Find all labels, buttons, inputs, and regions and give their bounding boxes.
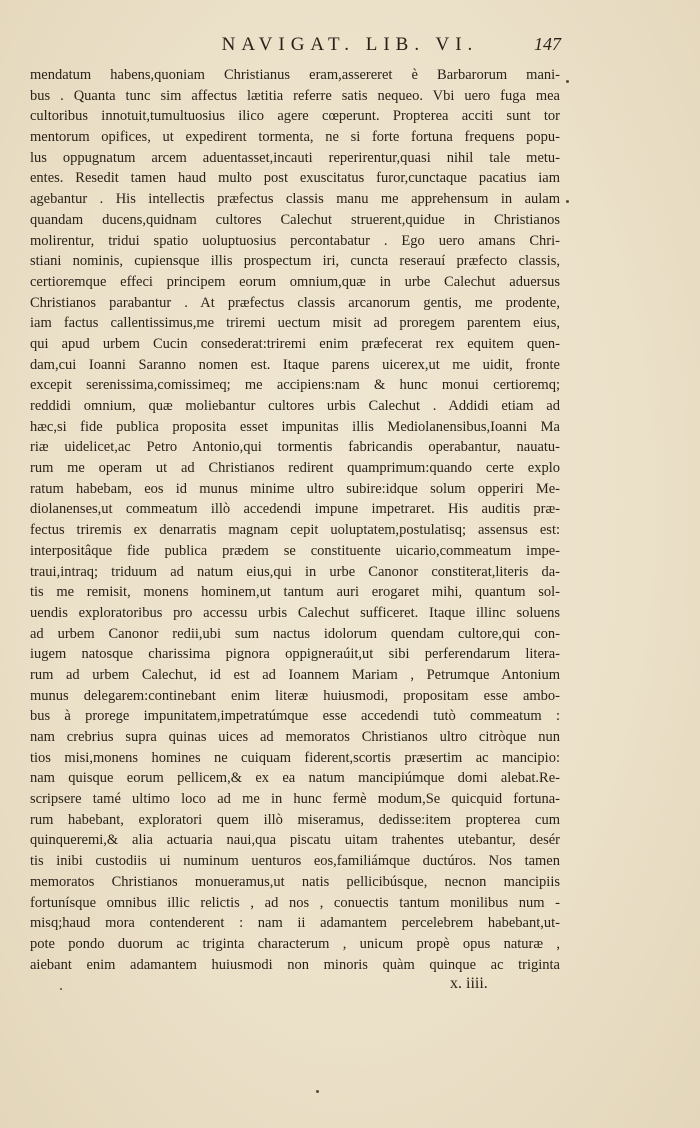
text-line: rum habebant, exploratori quem illò miseramus, dedisse:item propterea cum (30, 811, 560, 828)
text-line: quandam ducens,quidnam cultores Calechut struerent,quidue in Christianos (30, 211, 560, 228)
text-line: fectus triremis ex denarratis magnam cepit uoluptatem,postulatisq; assensus est: (30, 522, 560, 539)
text-line: munus delegarem:continebant enim literæ huiusmodi, propositam esse ambo- (30, 687, 560, 704)
text-line: dam,cui Ioanni Saranno nomen est. Itaque parens uicerex,ut me uidit, fronte (30, 356, 560, 373)
text-line: iugem natosque charissima pignora oppigneraúit,ut sibi perferendarum litera- (30, 646, 560, 663)
text-line: stiani nominis, cupiensque illis prospectum iri, cuncta reserauí præfecto classis, (30, 253, 560, 270)
text-line: traui,intraq; triduum ad natum eius,qui in urbe Canonor constiterat,literis da- (30, 563, 560, 580)
text-line: reddidi omnium, quæ moliebantur cultores urbis Calechut . Addidi etiam ad (30, 398, 560, 414)
text-line: qui apud urbem Cucin consederat:triremi enim præfecerat rex equitem quen- (30, 335, 560, 352)
text-line: riæ uidelicet,ac Petro Antonio,qui tormentis fabricandis operabantur, nauatu- (30, 439, 560, 456)
text-line: excepit serenissima,comissimeq; me accipiens:nam & hunc monui certioremq; (30, 377, 560, 394)
text-line: Christianos parabantur . At præfectus classis arcanorum gentis, me prodente, (30, 294, 560, 311)
text-line: tios misi,monens homines ne cuiquam fiderent,scortis præsertim ac mancipio: (30, 749, 560, 766)
text-line: scripsere tamé ultimo loco ad me in hunc fermè modum,Se quicquid fortuna- (30, 791, 560, 808)
text-line: uendis exploratoribus pro accessu urbis Calechut sufficeret. Itaque illinc soluens (30, 604, 560, 621)
text-line: molirentur, tridui spatio uoluptuosius percontabatur . Ego uero amans Chri- (30, 232, 560, 249)
text-line: cultoribus innotuit,tumultuosius ilico agere cœperunt. Propterea acciti sunt tor (30, 108, 560, 125)
text-line: nam crebrius supra quinas uices ad memoratos Christianos ultro citròque nun (30, 729, 560, 745)
text-line: lus oppugnatum arcem aduentasset,incauti reperirentur,quasi nihil tale metu- (30, 149, 560, 166)
text-line: aiebant enim adamantem huiusmodi non minoris quàm quinque ac triginta (30, 956, 560, 973)
text-line: interpositâque fide publica prædem se constituente uicario,commeatum impe- (30, 542, 560, 559)
body-text (30, 65, 560, 975)
text-line: agebantur . His intellectis præfectus classis manu me apprehensum in aulam (30, 191, 560, 208)
text-line: ad urbem Canonor redii,ubi sum nactus idolorum quendam cultore,qui con- (30, 625, 560, 642)
text-line: ratum habebam, eos id munus minime ultro subire:idque solum opperiri Me- (30, 480, 560, 497)
text-line: entes. Resedit tamen haud multo post exuscitatus furor,cunctaque pacatius iam (30, 170, 560, 187)
text-line: nam quisque eorum pellicem,& ex ea natum mancipiúmque domi alebat.Re- (30, 770, 560, 787)
text-line: diolanenses,ut commeatum illò accedendi impune impetraret. His auditis præ- (30, 501, 560, 518)
margin-speck (566, 200, 569, 203)
text-line: bus . Quanta tunc sim affectus lætitia referre satis nequeo. Vbi uero fuga mea (30, 87, 560, 104)
text-line: quinqueremi,& alia actuaria naui,qua piscatu uitam trahentes utebantur, desér (30, 832, 560, 849)
text-line: rum me operam ut ad Christianos redirent quamprimum:quando certe explo (30, 460, 560, 477)
text-line: tis me remisit, monens hominem,ut tantum auri erogaret mihi, quantum sol- (30, 584, 560, 601)
text-line: bus à prorege impunitatem,impetratúmque esse accedendi tutò commeatum : (30, 708, 560, 725)
text-line: memoratos Christianos monueramus,ut natis pellicibúsque, necnon mancipiis (30, 873, 560, 890)
running-title: NAVIGAT. LIB. VI. (221, 34, 479, 55)
text-line: pote pondo duorum ac triginta characterum , unicum propè opus naturæ , (30, 935, 560, 952)
text-line: misq;haud mora contenderent : nam ii adamantem percelebrem habebant,ut- (30, 915, 560, 932)
page-number: 147 (534, 34, 561, 54)
text-line: mentorum opifices, ut expedirent tormenta, ne si forte fortuna frequens popu- (30, 129, 560, 146)
text-line: hæc,si fide publica proposita esset impunitas illis Mediolanensibus,Ioanni Ma (30, 418, 560, 435)
text-line: certioremque effeci principem eorum omnium,quæ in urbe Calechut aduersus (30, 273, 560, 290)
text-line: rum ad urbem Calechut, id est ad Ioannem Mariam , Petrumque Antonium (30, 666, 560, 683)
text-line: iam factus callentissimus,me triremi uectum misit ad proregem parentem eius, (30, 315, 560, 332)
text-line: tis inibi custodiis ui numinum uenturos eos,familiámque ductúros. Nos tamen (30, 853, 560, 870)
text-line: fortunísque omnibus illic relictis , ad nos , conuectis tantum monilibus num - (30, 894, 560, 911)
margin-speck (60, 988, 62, 990)
signature-mark: x. iiii. (450, 975, 488, 992)
margin-speck (566, 80, 569, 83)
text-line: mendatum habens,quoniam Christianus eram,assereret è Barbarorum mani- (30, 67, 560, 83)
margin-speck (316, 1090, 319, 1093)
